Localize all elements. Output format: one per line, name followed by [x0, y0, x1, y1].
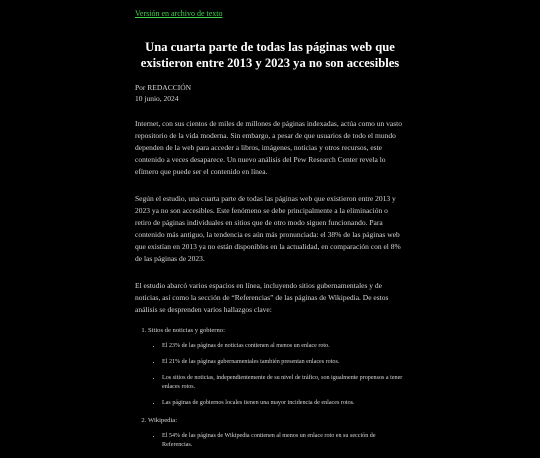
findings-sublist — [148, 432, 405, 450]
article-author: Por REDACCIÓN — [135, 83, 192, 92]
findings-list — [135, 326, 405, 450]
article-date: 10 junio, 2024 — [135, 94, 179, 103]
finding-item: • El 23% de las páginas de noticias contienen al menos un enlace roto. — [162, 342, 405, 351]
findings-group-label: Sitios de noticias y gobierno: — [148, 327, 225, 334]
article-meta — [135, 82, 405, 104]
findings-sublist — [148, 342, 405, 408]
findings-group-news-government — [148, 326, 405, 408]
findings-group-wikipedia — [148, 416, 405, 450]
text-version-link[interactable]: Versión en archivo de texto — [135, 9, 223, 18]
article-paragraph-1: Internet, con sus cientos de miles de millones de páginas indexadas, actúa como un vasto repositorio de la vida moderna. Sin embargo, a pesar de que usuarios de todo el mundo dependen de la web para acceder a libros, imágenes, noticias y otros recursos, este contenido a veces desaparece. Un nuevo análisis del Pew Research Center revela lo efímero que puede ser el contenido en línea. — [135, 119, 403, 176]
finding-item: • Los sitios de noticias, independientemente de su nivel de tráfico, son igualmente propensos a tener enlaces rotos. — [162, 374, 405, 392]
article — [135, 0, 405, 458]
findings-group-label: Wikipedia: — [148, 417, 178, 424]
article-paragraph-2: Según el estudio, una cuarta parte de todas las páginas web que existieron entre 2013 y 2023 ya no son accesibles. Este fenómeno se debe principalmente a la eliminación o retiro de páginas individuales en sitios que de otro modo siguen funcionando. Para contenido más antiguo, la tendencia es aún más pronunciada: el 38% de las páginas web que existían en 2013 ya no están disponibles en la actualidad, en comparación con el 8% de las páginas de 2023. — [135, 194, 401, 263]
finding-item: • El 21% de las páginas gubernamentales también presentan enlaces rotos. — [162, 358, 405, 367]
finding-item: • El 54% de las páginas de Wikipedia contienen al menos un enlace roto en su sección de Referencias. — [162, 432, 405, 450]
article-paragraph-3: El estudio abarcó varios espacios en línea, incluyendo sitios gubernamentales y de noticias, así como la sección de “Referencias” de las páginas de Wikipedia. De estos análisis se desprenden varios hallazgos clave: — [135, 281, 389, 314]
finding-item: • Las páginas de gobiernos locales tienen una mayor incidencia de enlaces rotos. — [162, 399, 405, 408]
article-title: Una cuarta parte de todas las páginas web que existieron entre 2013 y 2023 ya no son accesibles — [140, 40, 400, 70]
